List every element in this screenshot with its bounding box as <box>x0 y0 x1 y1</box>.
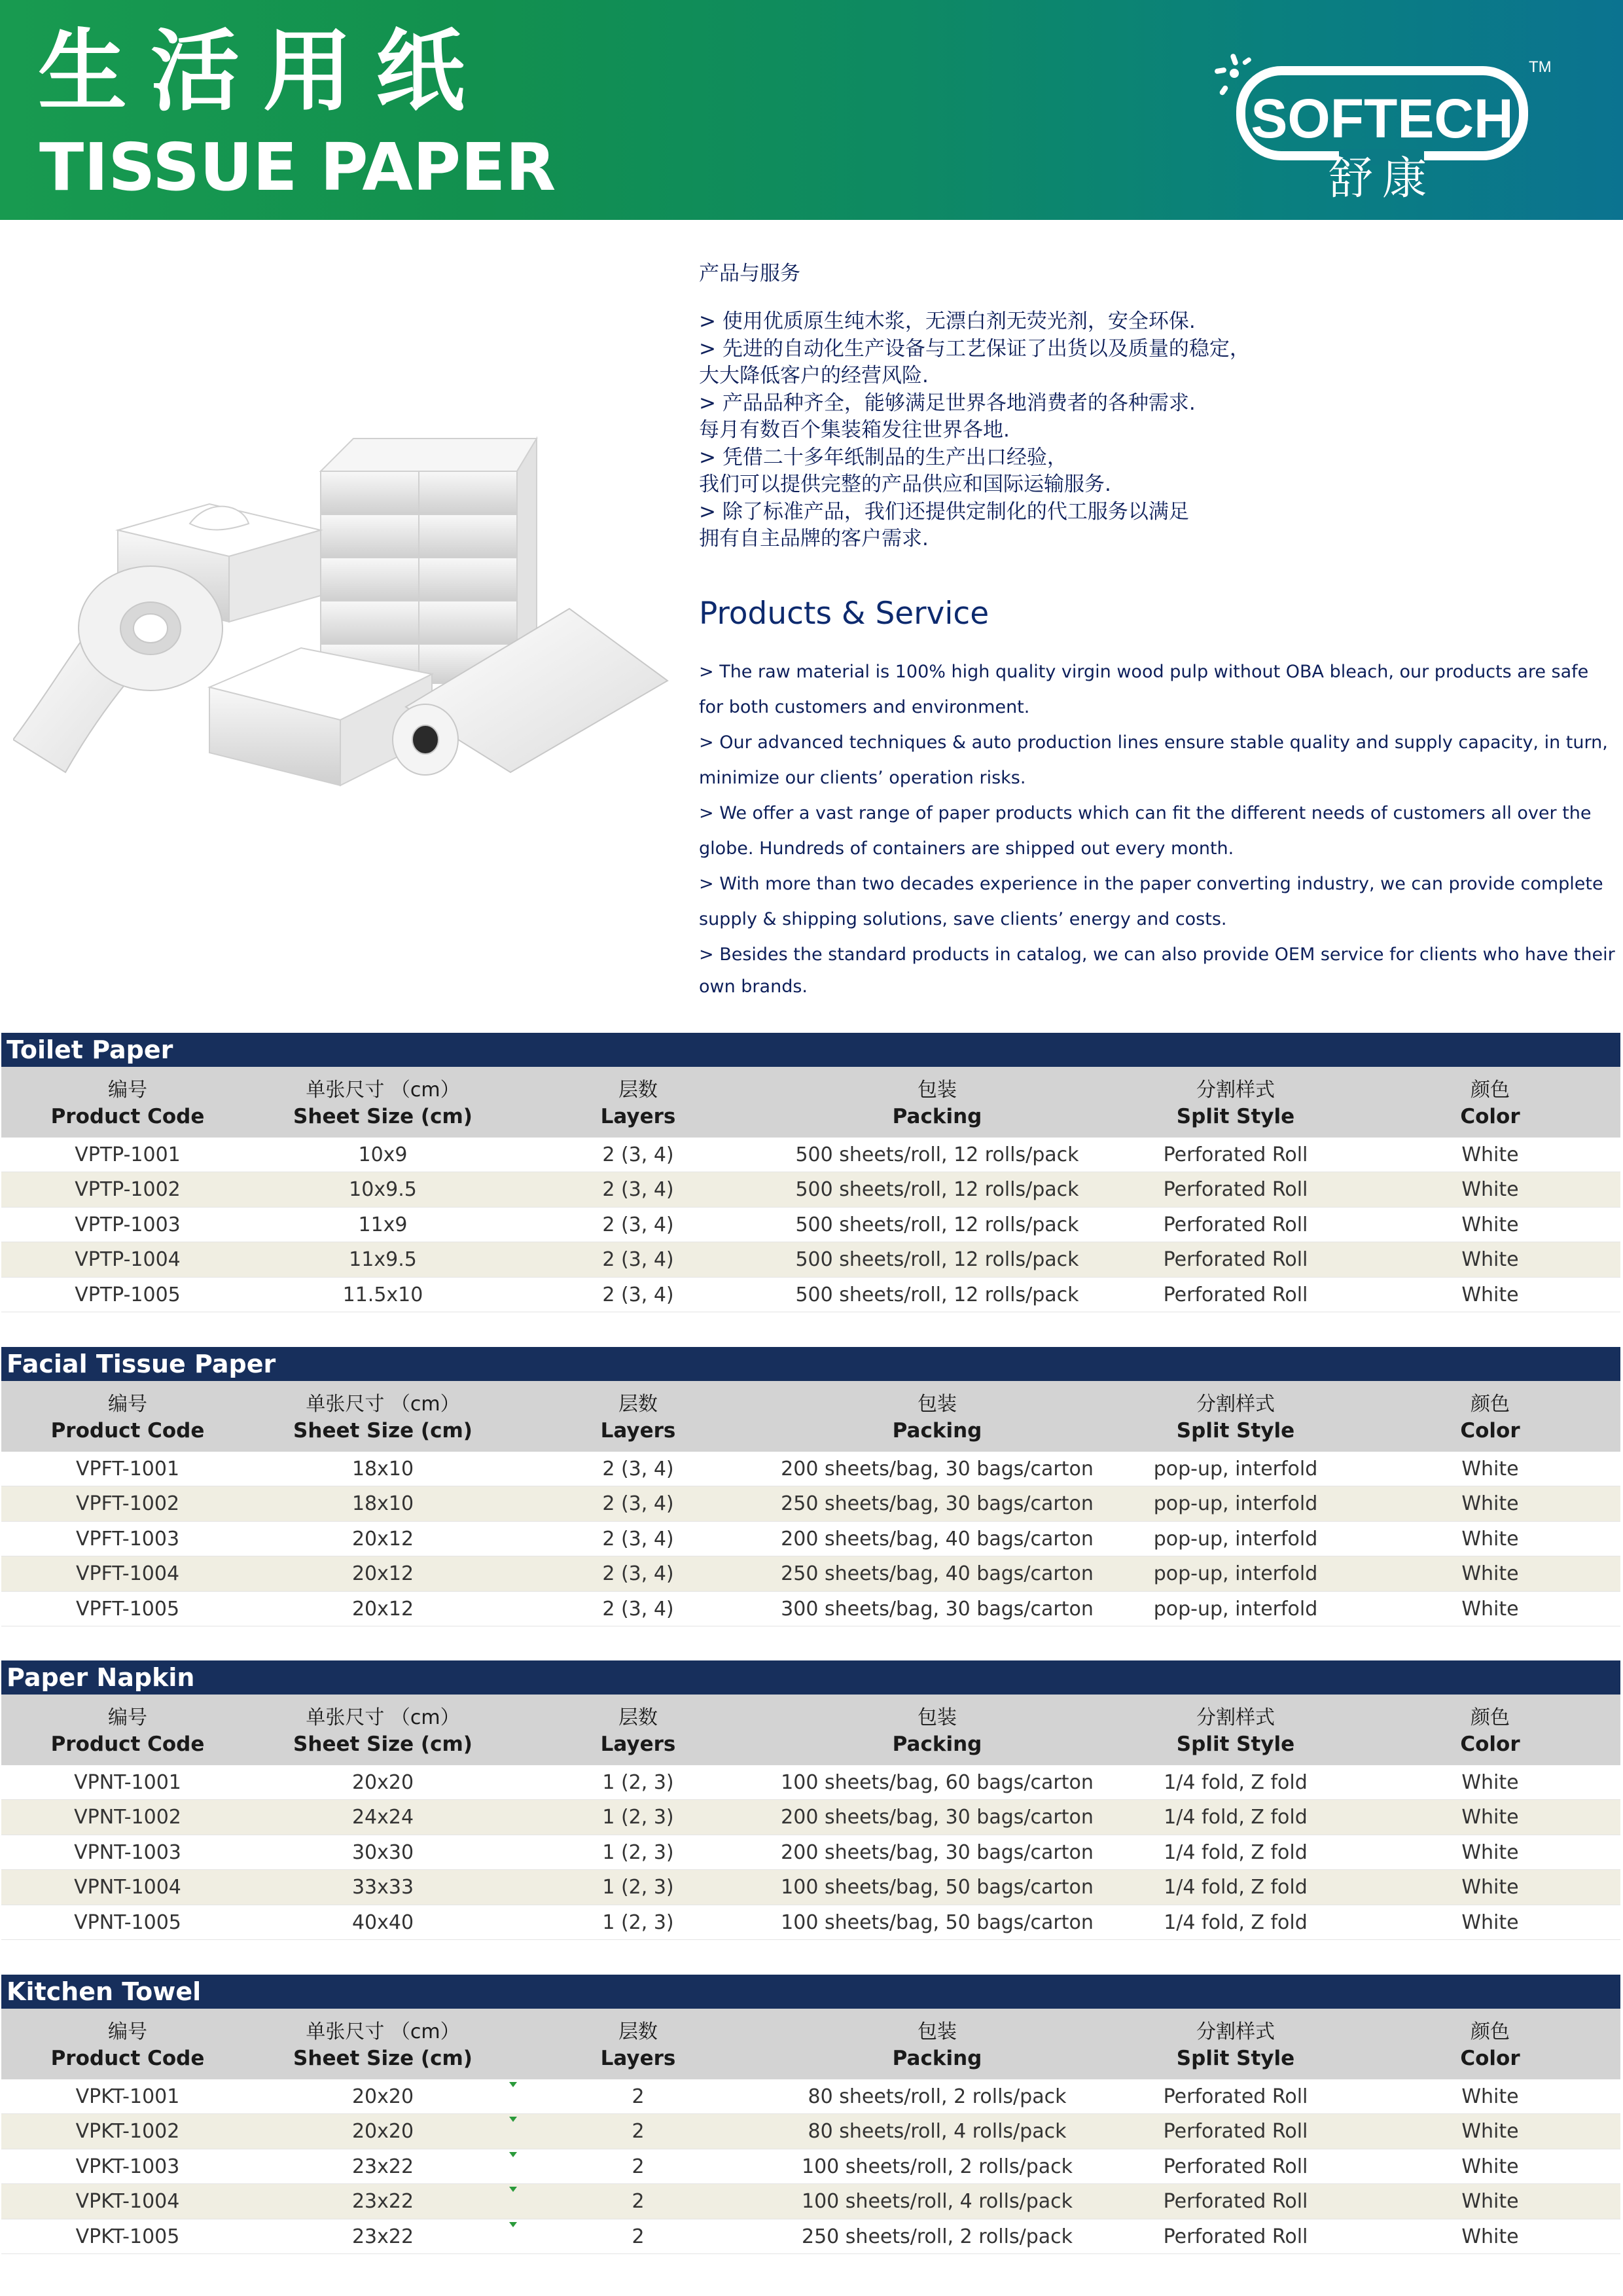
column-header-en: Split Style <box>1176 1732 1295 1756</box>
intro-cn-line: > 凭借二十多年纸制品的生产出口经验， <box>699 445 1067 469</box>
intro-chinese <box>699 262 1602 553</box>
table-cell: White <box>1461 1178 1519 1202</box>
table-cell: 2 (3, 4) <box>602 1248 674 1272</box>
table-cell: 11x9 <box>358 1213 408 1236</box>
table-cell: 23x22 <box>351 2225 414 2248</box>
table-cell: pop-up, interfold <box>1153 1492 1318 1516</box>
table-cell: 80 sheets/roll, 2 rolls/pack <box>808 2085 1067 2108</box>
table-cell: VPNT-1004 <box>74 1876 181 1899</box>
table-cell: 23x22 <box>351 2190 414 2214</box>
table-row <box>1 1556 1620 1591</box>
product-table <box>1 1033 1620 1312</box>
cell-marker-icon <box>509 2222 517 2227</box>
column-header-cn: 颜色 <box>1471 1393 1510 1416</box>
table-cell: VPFT-1004 <box>75 1562 180 1586</box>
table-cell: 100 sheets/roll, 4 rolls/pack <box>802 2190 1073 2214</box>
table-cell: 500 sheets/roll, 12 rolls/pack <box>795 1178 1079 1202</box>
column-header-en: Layers <box>600 1105 676 1128</box>
table-cell: Perforated Roll <box>1163 2085 1308 2108</box>
column-header-en: Color <box>1460 1732 1520 1756</box>
table-cell: 2 (3, 4) <box>602 1527 674 1551</box>
row-divider <box>1 1939 1620 1940</box>
logo-chinese: 舒康 <box>1328 153 1436 203</box>
table-cell: 40x40 <box>351 1910 414 1934</box>
table-header-row <box>1 1695 1620 1765</box>
column-header-cn: 分割样式 <box>1196 1393 1275 1416</box>
table-cell: 2 <box>632 2190 645 2214</box>
column-header-cn: 分割样式 <box>1196 2020 1275 2043</box>
table-cell: 200 sheets/bag, 30 bags/carton <box>781 1806 1094 1829</box>
table-cell: Perforated Roll <box>1163 2155 1308 2178</box>
intro-en-line: > Besides the standard products in catalog, we can also provide OEM service for clients who have their <box>699 944 1615 965</box>
intro-en-heading: Products & Service <box>699 596 990 632</box>
column-header-en: Product Code <box>50 1732 205 1756</box>
table-cell: White <box>1461 1143 1519 1166</box>
table-cell: 1/4 fold, Z fold <box>1164 1771 1308 1794</box>
table-cell: 2 (3, 4) <box>602 1178 674 1202</box>
column-header-cn: 编号 <box>108 1706 147 1729</box>
column-header-en: Color <box>1460 2047 1520 2070</box>
table-cell: 2 <box>632 2225 645 2248</box>
table-cell: 1/4 fold, Z fold <box>1164 1840 1308 1864</box>
cell-marker-icon <box>509 2082 517 2087</box>
intro-cn-line: > 先进的自动化生产设备与工艺保证了出货以及质量的稳定， <box>699 336 1250 361</box>
table-cell: 500 sheets/roll, 12 rolls/pack <box>795 1248 1079 1272</box>
column-header-en: Sheet Size (cm) <box>293 1419 473 1443</box>
table-cell: 24x24 <box>351 1806 414 1829</box>
column-header-en: Packing <box>892 2047 982 2070</box>
table-cell: 1/4 fold, Z fold <box>1164 1876 1308 1899</box>
table-cell: 20x12 <box>351 1527 414 1551</box>
table-cell: 100 sheets/bag, 50 bags/carton <box>781 1910 1094 1934</box>
column-header-en: Packing <box>892 1105 982 1128</box>
column-header-cn: 单张尺寸 （cm） <box>306 1393 460 1416</box>
section-title: Toilet Paper <box>1 1033 1620 1067</box>
table-cell: 11.5x10 <box>342 1283 423 1306</box>
table-cell: 1 (2, 3) <box>602 1876 674 1899</box>
table-cell: VPTP-1004 <box>75 1248 181 1272</box>
section-title: Facial Tissue Paper <box>1 1347 1620 1381</box>
table-cell: 250 sheets/roll, 2 rolls/pack <box>802 2225 1073 2248</box>
column-header-cn: 颜色 <box>1471 2020 1510 2043</box>
table-cell: 18x10 <box>351 1492 414 1516</box>
table-row <box>1 1452 1620 1486</box>
table-header-row <box>1 2009 1620 2079</box>
intro-cn-line: 大大降低客户的经营风险. <box>699 364 929 388</box>
column-header-cn: 包装 <box>918 1706 957 1729</box>
column-header-cn: 层数 <box>618 1706 658 1729</box>
table-cell: Perforated Roll <box>1163 2225 1308 2248</box>
column-header-cn: 编号 <box>108 2020 147 2043</box>
table-cell: VPKT-1002 <box>75 2120 180 2144</box>
table-cell: 1 (2, 3) <box>602 1806 674 1829</box>
intro-cn-line: 拥有自主品牌的客户需求. <box>699 527 929 551</box>
table-row <box>1 1138 1620 1172</box>
table-cell: 500 sheets/roll, 12 rolls/pack <box>795 1283 1079 1306</box>
table-cell: 2 (3, 4) <box>602 1143 674 1166</box>
table-row <box>1 1486 1620 1521</box>
table-cell: 200 sheets/bag, 40 bags/carton <box>781 1527 1094 1551</box>
table-cell: 250 sheets/bag, 40 bags/carton <box>781 1562 1094 1586</box>
column-header-en: Sheet Size (cm) <box>293 2047 473 2070</box>
table-cell: VPTP-1001 <box>75 1143 181 1166</box>
table-cell: 1 (2, 3) <box>602 1840 674 1864</box>
column-header-cn: 层数 <box>618 2020 658 2043</box>
table-cell: pop-up, interfold <box>1153 1562 1318 1586</box>
logo-wordmark: SOFTECH <box>1251 88 1514 149</box>
intro-en-line: minimize our clients’ operation risks. <box>699 768 1026 788</box>
table-cell: White <box>1461 1771 1519 1794</box>
column-header-cn: 编号 <box>108 1393 147 1416</box>
softech-logo <box>1202 39 1555 203</box>
table-row <box>1 2184 1620 2219</box>
table-row <box>1 1522 1620 1556</box>
column-header-cn: 包装 <box>918 1393 957 1416</box>
table-cell: 500 sheets/roll, 12 rolls/pack <box>795 1143 1079 1166</box>
column-header-cn: 分割样式 <box>1196 1079 1275 1102</box>
cell-marker-icon <box>509 2117 517 2122</box>
table-cell: 2 (3, 4) <box>602 1283 674 1306</box>
table-cell: pop-up, interfold <box>1153 1597 1318 1621</box>
table-cell: 2 (3, 4) <box>602 1562 674 1586</box>
header-banner <box>0 0 1623 220</box>
table-cell: 20x20 <box>351 1771 414 1794</box>
intro-cn-heading: 产品与服务 <box>699 262 800 285</box>
column-header-en: Layers <box>600 2047 676 2070</box>
table-row <box>1 1172 1620 1207</box>
table-cell: VPTP-1002 <box>75 1178 181 1202</box>
table-cell: 2 <box>632 2120 645 2144</box>
table-cell: VPFT-1005 <box>75 1597 180 1621</box>
column-header-en: Split Style <box>1176 1105 1295 1128</box>
intro-en-line: > The raw material is 100% high quality virgin wood pulp without OBA bleach, our products are safe <box>699 662 1589 682</box>
table-cell: pop-up, interfold <box>1153 1458 1318 1480</box>
table-cell: pop-up, interfold <box>1153 1527 1318 1551</box>
column-header-en: Split Style <box>1176 2047 1295 2070</box>
title-english: TISSUE PAPER <box>39 129 556 206</box>
table-cell: 2 <box>632 2085 645 2108</box>
column-header-cn: 颜色 <box>1471 1706 1510 1729</box>
table-row <box>1 1208 1620 1242</box>
section-title: Kitchen Towel <box>1 1975 1620 2009</box>
table-cell: White <box>1461 2190 1519 2214</box>
table-cell: VPFT-1001 <box>75 1458 180 1480</box>
table-cell: VPKT-1004 <box>75 2190 180 2214</box>
table-cell: 2 (3, 4) <box>602 1213 674 1236</box>
table-row <box>1 2079 1620 2114</box>
table-cell: Perforated Roll <box>1163 1178 1308 1202</box>
column-header-cn: 包装 <box>918 2020 957 2043</box>
row-divider <box>1 2253 1620 2254</box>
column-header-cn: 编号 <box>108 1079 147 1102</box>
table-cell: White <box>1461 1562 1519 1586</box>
cell-marker-icon <box>509 2187 517 2192</box>
table-row <box>1 1278 1620 1312</box>
table-header-row <box>1 1381 1620 1452</box>
table-cell: 20x12 <box>351 1562 414 1586</box>
column-header-en: Sheet Size (cm) <box>293 1732 473 1756</box>
table-cell: White <box>1461 2225 1519 2248</box>
table-cell: 2 <box>632 2155 645 2178</box>
table-cell: 1/4 fold, Z fold <box>1164 1910 1308 1934</box>
intro-en-lines <box>699 655 1615 1001</box>
table-cell: 80 sheets/roll, 4 rolls/pack <box>808 2120 1067 2144</box>
table-row <box>1 1592 1620 1626</box>
table-cell: VPKT-1005 <box>75 2225 180 2248</box>
table-cell: VPFT-1002 <box>75 1492 180 1516</box>
table-cell: VPFT-1003 <box>75 1527 180 1551</box>
table-cell: White <box>1461 1597 1519 1621</box>
table-row <box>1 1800 1620 1835</box>
table-cell: 300 sheets/bag, 30 bags/carton <box>781 1597 1094 1621</box>
table-cell: Perforated Roll <box>1163 2120 1308 2144</box>
table-cell: White <box>1461 1527 1519 1551</box>
table-cell: Perforated Roll <box>1163 1283 1308 1306</box>
product-table <box>1 1347 1620 1626</box>
table-cell: 18x10 <box>351 1458 414 1480</box>
column-header-cn: 层数 <box>618 1079 658 1102</box>
table-cell: Perforated Roll <box>1163 2190 1308 2214</box>
table-cell: White <box>1461 1910 1519 1934</box>
intro-en-line: supply & shipping solutions, save clients’ energy and costs. <box>699 909 1227 929</box>
product-table <box>1 1660 1620 1940</box>
table-cell: VPNT-1002 <box>74 1806 181 1829</box>
table-cell: 100 sheets/bag, 60 bags/carton <box>781 1771 1094 1794</box>
column-header-cn: 单张尺寸 （cm） <box>306 1079 460 1102</box>
table-row <box>1 1765 1620 1800</box>
table-cell: 30x30 <box>351 1840 414 1864</box>
column-header-cn: 单张尺寸 （cm） <box>306 2020 460 2043</box>
table-cell: 1 (2, 3) <box>602 1910 674 1934</box>
column-header-en: Packing <box>892 1419 982 1443</box>
intro-en-line: own brands. <box>699 977 808 997</box>
table-cell: 100 sheets/roll, 2 rolls/pack <box>802 2155 1073 2178</box>
table-cell: 11x9.5 <box>349 1248 417 1272</box>
column-header-en: Product Code <box>50 1105 205 1128</box>
intro-cn-line: 每月有数百个集装箱发往世界各地. <box>699 418 1010 442</box>
intro-cn-lines <box>699 308 1602 553</box>
column-header-cn: 包装 <box>918 1079 957 1102</box>
column-header-cn: 层数 <box>618 1393 658 1416</box>
table-row <box>1 2114 1620 2149</box>
table-cell: VPKT-1003 <box>75 2155 180 2178</box>
table-cell: 200 sheets/bag, 30 bags/carton <box>781 1458 1094 1480</box>
table-cell: 23x22 <box>351 2155 414 2178</box>
table-row <box>1 2219 1620 2254</box>
table-cell: 1/4 fold, Z fold <box>1164 1806 1308 1829</box>
table-row <box>1 1242 1620 1277</box>
column-header-en: Layers <box>600 1732 676 1756</box>
cell-marker-icon <box>509 2152 517 2157</box>
table-cell: White <box>1461 2085 1519 2108</box>
table-row <box>1 1870 1620 1905</box>
table-cell: 250 sheets/bag, 30 bags/carton <box>781 1492 1094 1516</box>
column-header-en: Layers <box>600 1419 676 1443</box>
column-header-en: Sheet Size (cm) <box>293 1105 473 1128</box>
table-cell: 33x33 <box>351 1876 414 1899</box>
table-cell: 2 (3, 4) <box>602 1597 674 1621</box>
table-cell: VPTP-1003 <box>75 1213 181 1236</box>
intro-en-line: for both customers and environment. <box>699 697 1030 717</box>
section-title: Paper Napkin <box>1 1660 1620 1695</box>
intro-en-line: globe. Hundreds of containers are shipped out every month. <box>699 838 1234 859</box>
table-header-row <box>1 1067 1620 1138</box>
table-cell: White <box>1461 1840 1519 1864</box>
table-cell: 2 (3, 4) <box>602 1492 674 1516</box>
table-cell: 10x9.5 <box>349 1178 417 1202</box>
title-chinese: 生活用纸 <box>38 20 488 124</box>
table-cell: 500 sheets/roll, 12 rolls/pack <box>795 1213 1079 1236</box>
table-cell: White <box>1461 1806 1519 1829</box>
column-header-cn: 分割样式 <box>1196 1706 1275 1729</box>
table-row <box>1 2149 1620 2184</box>
table-cell: VPKT-1001 <box>75 2085 180 2108</box>
column-header-en: Product Code <box>50 1419 205 1443</box>
table-cell: 200 sheets/bag, 30 bags/carton <box>781 1840 1094 1864</box>
table-cell: White <box>1461 1248 1519 1272</box>
table-cell: White <box>1461 2120 1519 2144</box>
column-header-cn: 单张尺寸 （cm） <box>306 1706 460 1729</box>
table-cell: 20x20 <box>351 2085 414 2108</box>
table-cell: White <box>1461 1458 1519 1480</box>
table-cell: VPNT-1005 <box>74 1910 181 1934</box>
table-cell: Perforated Roll <box>1163 1213 1308 1236</box>
table-cell: 1 (2, 3) <box>602 1771 674 1794</box>
table-cell: Perforated Roll <box>1163 1248 1308 1272</box>
intro-cn-line: > 使用优质原生纯木浆，无漂白剂无荧光剂，安全环保. <box>699 310 1196 334</box>
product-table <box>1 1975 1620 2254</box>
intro-en-line: > We offer a vast range of paper products which can fit the different needs of customers all over the <box>699 803 1592 823</box>
logo-trademark: TM <box>1529 58 1552 76</box>
table-cell: 10x9 <box>358 1143 408 1166</box>
table-cell: White <box>1461 1213 1519 1236</box>
intro-cn-line: > 产品品种齐全，能够满足世界各地消费者的各种需求. <box>699 391 1196 415</box>
column-header-en: Product Code <box>50 2047 205 2070</box>
tissue-products-photo <box>13 432 674 798</box>
table-row <box>1 1905 1620 1940</box>
table-cell: Perforated Roll <box>1163 1143 1308 1166</box>
table-cell: 2 (3, 4) <box>602 1458 674 1480</box>
table-cell: VPNT-1001 <box>74 1771 181 1794</box>
table-cell: White <box>1461 2155 1519 2178</box>
intro-cn-line: > 除了标准产品，我们还提供定制化的代工服务以满足 <box>699 499 1189 524</box>
table-cell: VPNT-1003 <box>74 1840 181 1864</box>
table-cell: 20x12 <box>351 1597 414 1621</box>
table-row <box>1 1835 1620 1870</box>
column-header-en: Packing <box>892 1732 982 1756</box>
table-cell: 20x20 <box>351 2120 414 2144</box>
table-cell: 100 sheets/bag, 50 bags/carton <box>781 1876 1094 1899</box>
table-cell: White <box>1461 1876 1519 1899</box>
intro-cn-line: 我们可以提供完整的产品供应和国际运输服务. <box>699 473 1111 497</box>
column-header-cn: 颜色 <box>1471 1079 1510 1102</box>
table-cell: White <box>1461 1283 1519 1306</box>
column-header-en: Color <box>1460 1419 1520 1443</box>
column-header-en: Split Style <box>1176 1419 1295 1443</box>
table-cell: White <box>1461 1492 1519 1516</box>
intro-en-line: > With more than two decades experience in the paper converting industry, we can provide complete <box>699 874 1603 894</box>
table-cell: VPTP-1005 <box>75 1283 181 1306</box>
intro-en-line: > Our advanced techniques & auto production lines ensure stable quality and supply capacity, in turn, <box>699 732 1608 753</box>
column-header-en: Color <box>1460 1105 1520 1128</box>
